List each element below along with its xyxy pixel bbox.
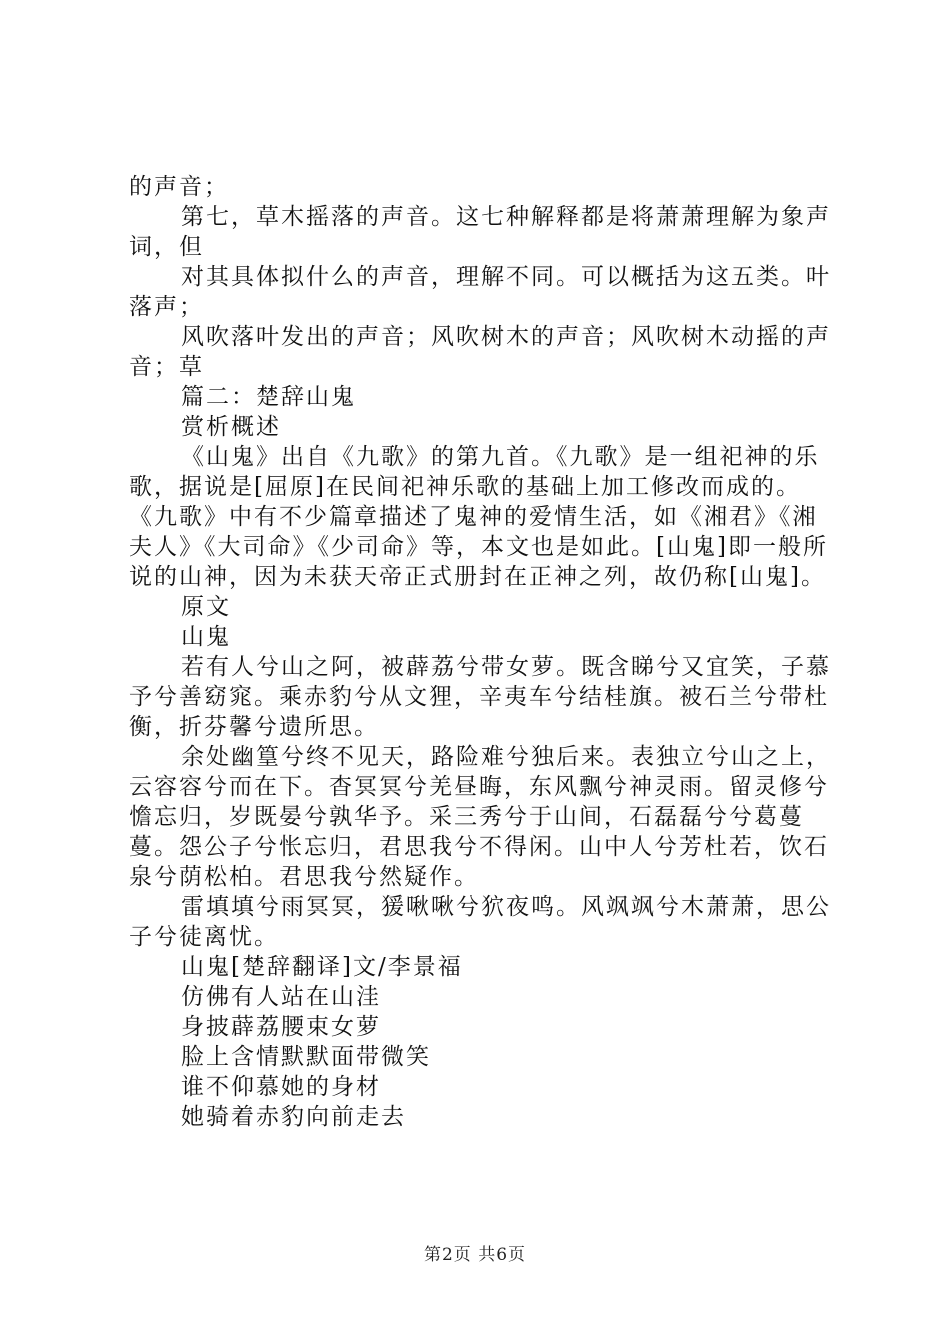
page-footer: 第2页 共6页 bbox=[423, 1245, 527, 1265]
paragraph-line: 第七，草木摇落的声音。这七种解释都是将萧萧理解为象声词，但 bbox=[129, 204, 831, 260]
paragraph-line: 她骑着赤豹向前走去 bbox=[181, 1104, 406, 1130]
paragraph-line: 的声音； bbox=[129, 174, 229, 200]
paragraph-line: 赏析概述 bbox=[181, 414, 281, 440]
paragraph-line: 雷填填兮雨冥冥，猨啾啾兮狖夜鸣。风飒飒兮木萧萧，思公子兮徒离忧。 bbox=[129, 894, 831, 950]
paragraph-line: 原文 bbox=[181, 594, 231, 620]
paragraph-line: 仿佛有人站在山洼 bbox=[181, 984, 381, 1010]
paragraph-line: 余处幽篁兮终不见天，路险难兮独后来。表独立兮山之上，云容容兮而在下。杳冥冥兮羌昼晦，东风飘兮神灵雨。留灵修兮憺忘归，岁既晏兮孰华予。采三秀兮于山间，石磊磊兮兮葛蔓蔓。怨公子兮怅忘归，君思我兮不得闲。山中人兮芳杜若，饮石泉兮荫松柏。君思我兮然疑作。 bbox=[129, 744, 831, 890]
paragraph-line: 身披薜荔腰束女萝 bbox=[181, 1014, 381, 1040]
paragraph-line: 谁不仰慕她的身材 bbox=[181, 1074, 381, 1100]
paragraph-line: 山鬼[楚辞翻译]文/李景福 bbox=[181, 954, 463, 980]
paragraph-line: 《山鬼》出自《九歌》的第九首。《九歌》是一组祀神的乐歌，据说是[屈原]在民间祀神乐歌的基础上加工修改而成的。《九歌》中有不少篇章描述了鬼神的爱情生活，如《湘君》《湘夫人》《大司命》《少司命》等，本文也是如此。[山鬼]即一般所说的山神，因为未获天帝正式册封在正神之列，故仍称[山鬼]。 bbox=[129, 444, 828, 590]
paragraph-line: 若有人兮山之阿，被薜荔兮带女萝。既含睇兮又宜笑，子慕予兮善窈窕。乘赤豹兮从文狸，辛夷车兮结桂旗。被石兰兮带杜衡，折芬馨兮遗所思。 bbox=[129, 654, 831, 740]
paragraph-line: 山鬼 bbox=[181, 624, 231, 650]
paragraph-line: 脸上含情默默面带微笑 bbox=[181, 1044, 431, 1070]
paragraph-line: 风吹落叶发出的声音；风吹树木的声音；风吹树木动摇的声音；草 bbox=[129, 324, 831, 380]
paragraph-line: 对其具体拟什么的声音，理解不同。可以概括为这五类。叶落声； bbox=[129, 264, 831, 320]
paragraph-line: 篇二：楚辞山鬼 bbox=[181, 384, 356, 410]
document-body bbox=[129, 172, 831, 1132]
